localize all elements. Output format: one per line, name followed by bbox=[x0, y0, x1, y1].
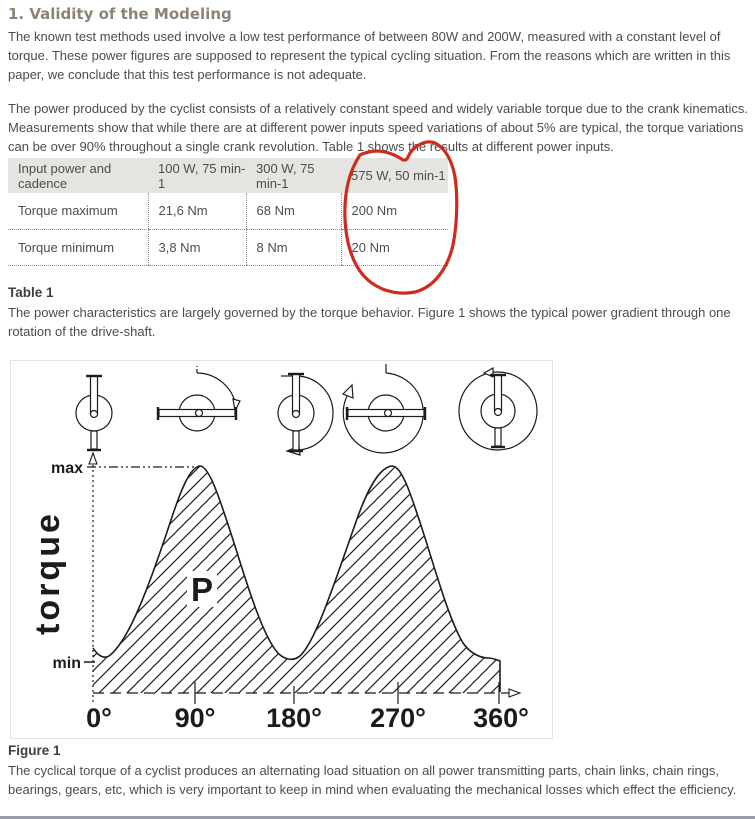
min-label: min bbox=[52, 655, 81, 672]
x-tick-label-270: 270° bbox=[370, 703, 426, 733]
x-tick-label-0: 0° bbox=[86, 703, 112, 733]
figure-caption-label: Figure 1 bbox=[8, 743, 61, 758]
table-cell: Torque maximum bbox=[8, 193, 148, 229]
crank-position-0-icon bbox=[76, 376, 112, 450]
table-header-cell: 100 W, 75 min-1 bbox=[148, 158, 246, 193]
results-table bbox=[8, 158, 448, 266]
crank-position-270-icon bbox=[343, 364, 425, 453]
x-tick-label-360: 360° bbox=[473, 703, 529, 733]
table-header-row bbox=[8, 158, 448, 193]
table-cell: 8 Nm bbox=[246, 229, 341, 265]
table-caption-label: Table 1 bbox=[8, 285, 54, 300]
table-cell: 200 Nm bbox=[341, 193, 448, 229]
table-row bbox=[8, 229, 448, 265]
table-cell: Torque minimum bbox=[8, 229, 148, 265]
crank-position-90-icon bbox=[158, 364, 240, 431]
table-cell: 21,6 Nm bbox=[148, 193, 246, 229]
y-axis-arrow-icon bbox=[89, 453, 97, 464]
x-tick-label-90: 90° bbox=[174, 703, 216, 733]
paragraph-intro: The known test methods used involve a low test performance of between 80W and 200W, measured with a constant level of torque. These power figures are supposed to represent the typical cycling situation. From the reasons which are written in this paper, we conclude that this test performance is not adequate. bbox=[8, 29, 731, 82]
section-heading: 1. Validity of the Modeling bbox=[8, 5, 232, 23]
table-cell: 3,8 Nm bbox=[148, 229, 246, 265]
table-cell: 68 Nm bbox=[246, 193, 341, 229]
paragraph-power: The power produced by the cyclist consists of a relatively constant speed and widely variable torque due to the crank kinematics. Measurements show that while there are at different power inputs speed variations of about 5% are typical, the torque variations can be over 90% throughout a single crank revolution. Table 1 shows the results at different power inputs. bbox=[8, 101, 748, 154]
table-header-cell: Input power and cadence bbox=[8, 158, 148, 193]
crank-position-180-icon bbox=[278, 374, 333, 455]
table-header-cell: 575 W, 50 min-1 bbox=[341, 158, 448, 193]
x-axis-arrow-icon bbox=[509, 689, 520, 697]
table-cell: 20 Nm bbox=[341, 229, 448, 265]
area-label: P bbox=[190, 571, 214, 608]
x-tick-label-180: 180° bbox=[266, 703, 322, 733]
table-row bbox=[8, 193, 448, 229]
figure-image bbox=[10, 360, 553, 739]
table-header-cell: 300 W, 75 min-1 bbox=[246, 158, 341, 193]
paragraph-table-note: The power characteristics are largely governed by the torque behavior. Figure 1 shows the typical power gradient through one rotation of the drive-shaft. bbox=[8, 305, 731, 339]
torque-chart bbox=[11, 361, 552, 738]
paragraph-figure-caption: The cyclical torque of a cyclist produces an alternating load situation on all power transmitting parts, chain links, chain rings, bearings, gears, etc, which is very important to keep in mind when evaluating the mechanical losses which effect the efficiency. bbox=[8, 763, 737, 797]
y-axis-title: torque bbox=[29, 511, 67, 635]
max-label: max bbox=[50, 460, 83, 477]
crank-position-360-icon bbox=[459, 368, 537, 450]
